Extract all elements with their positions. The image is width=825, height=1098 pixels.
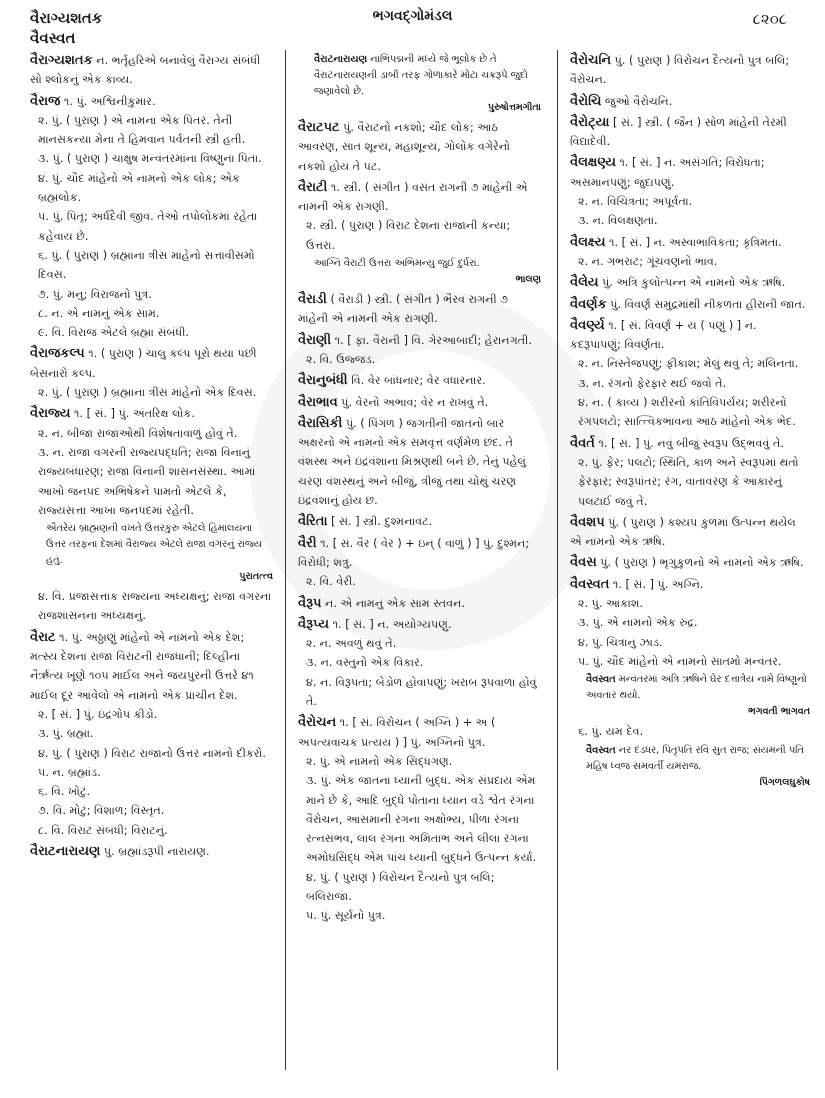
entry-sense: ૨. ન. અવળું થવું તે. <box>306 637 397 651</box>
citation-quote <box>570 743 810 791</box>
dictionary-entry <box>298 713 541 925</box>
entry-headword: વૈરાજ્ય <box>30 406 71 422</box>
entry-sense: ૪. પું. ચિત્રાનું ઝાડ. <box>578 635 663 649</box>
entry-text: ૧. [ ફા. વૈરાની ] વિ. ગેરઆબાદી; હેરાનગતી. <box>334 333 532 347</box>
entry-sense: ૩. ન. વિલક્ષણતા. <box>578 214 658 228</box>
citation-quote <box>30 521 273 585</box>
dictionary-entry <box>30 404 273 625</box>
entry-text: ૧. [ સં. ] પું. નવું બીજું સ્વરૂપ ઉદ્ભવવું તે. <box>598 436 784 450</box>
entry-sense: ૨. સ્ત્રી. ( પુરાણ ) વિરાટ દેશના રાજાની કન્યા; ઉત્તરા. <box>306 219 511 252</box>
entry-text: પું. બ્રહ્માંડરૂપી નારાયણ. <box>103 844 210 858</box>
entry-sense: ૫. પું. સૂર્યનો પુત્ર. <box>306 909 386 923</box>
entry-sense: ૫. પું. પિતૃ; અર્ધદૈવી જીવ. તેઓ તપોલોકમાં રહેતા કહેવાય છે. <box>38 210 258 243</box>
dictionary-entry <box>298 371 541 390</box>
entry-text: ( વૈરાડી ) સ્ત્રી. ( સંગીત ) ભૈરવ રાગની ૭ માંહેની એ નામની એક રાગણી. <box>298 293 509 326</box>
citation-quote <box>298 52 541 116</box>
entry-sense: ૨. ન. બીજા રાજાઓથી વિશેષતાવાળું હોવું તે. <box>38 426 238 440</box>
entry-text: ૧. પું. અશ્વિનીકુમાર. <box>63 94 156 108</box>
entry-text: ૧. [ સં. વૈર ( વેર ) + ઇન્ ( વાળું ) ] પું. દુશ્મન; વિરોધી; શત્રુ. <box>298 536 530 569</box>
dictionary-entry <box>30 51 273 90</box>
entry-sense: ૭. વિ. મોટું; વિશાળ; વિસ્તૃત. <box>38 804 165 818</box>
entry-text: ૧. [ સં. ] પું. અગ્નિ. <box>612 577 704 591</box>
dictionary-entry <box>30 344 273 402</box>
entry-sense: ૭. પું. મનુ; વિરાજનો પુત્ર. <box>38 287 152 301</box>
entry-headword: વૈરિતા <box>298 514 328 530</box>
entry-sense: ૪. પું. ( પુરાણ ) વિરોચન દૈત્યનો પુત્ર બલિ; બલિરાજા. <box>306 870 495 903</box>
entry-sense: ૬. પું. યમ દેવ. <box>578 725 644 739</box>
entry-headword: વૈરાણી <box>298 332 332 348</box>
dictionary-entry <box>298 393 541 412</box>
dictionary-entry <box>570 434 810 511</box>
column-3 <box>570 51 810 793</box>
entry-definition <box>298 512 541 531</box>
entry-sense: ૩. પું. બ્રહ્મા. <box>38 727 94 741</box>
entry-sense: ૩. પું. ( પુરાણ ) ચાક્ષુષ મન્વંતરમાંના વિષ્ણુના પિતા. <box>38 152 262 166</box>
dictionary-entry <box>570 51 810 90</box>
entry-text: ૧. [ સં. ] ન. અસંગતિ; વિરોધતા; અસમાનપણું; જુદાપણું. <box>570 156 765 189</box>
entry-headword: વૈરાજકલ્પ <box>30 346 85 362</box>
entry-definition <box>570 553 810 572</box>
dictionary-entry <box>570 316 810 432</box>
entry-text: પું. અત્રિ કુલોત્પન્ન એ નામનો એક ઋષિ. <box>602 276 786 290</box>
quote-headword: વૈરાટનારાયણ <box>314 54 368 65</box>
dictionary-entry <box>570 153 810 230</box>
entry-text: ૧. સ્ત્રી. ( સંગીત ) વસંત રાગની ૭ માંહેની એ નામની એક રાગણી. <box>298 180 528 214</box>
entry-headword: વૈલેય <box>570 275 599 291</box>
entry-sense: ૨. પું. આકાશ. <box>578 597 644 611</box>
entry-headword: વૈરોચિ <box>570 93 602 109</box>
entry-sense: ૪. ન. વિરૂપતા; બેડોળ હોવાપણું; ખરાબ રૂપવાળા હોવું તે. <box>306 675 537 709</box>
entry-sense: ૨. પું. ફેર; પલટો; સ્થિતિ, કાળ અને સ્વરૂપમાં થતો ફેરફાર; સ્વરૂપાંતર; રંગ, વાતાવરણ કે આકારનું પલટાઈ જવું તે. <box>578 455 799 508</box>
entry-headword: વૈરાગ્યશતક <box>30 53 93 68</box>
entry-text: વિ. વેર બાંધનાર; વેર વધારનાર. <box>351 374 486 388</box>
entry-text: પું. ( પુરાણ ) વિરોચન દૈત્યનો પુત્ર બલિ; વૈરોચન. <box>570 54 790 87</box>
entry-headword: વૈરાટનારાયણ <box>30 843 101 859</box>
entry-sense: ૨. વિ. વેરી. <box>306 575 356 589</box>
entry-text: ૧. [ સં. વિવર્ણ + ય ( પણું ) ] ન. કદરૂપાપણું; વિવર્ણતા. <box>570 318 757 352</box>
entry-text: ૧. [ સં. ] ન. અયોગ્યપણું. <box>332 617 452 631</box>
entry-sense: ૨. પું. ( પુરાણ ) એ નામના એક પિતર. તેની માનસકન્યા મેના તે હિમવાન પર્વતની સ્ત્રી હતી. <box>38 113 246 147</box>
entry-headword: વૈવર્ણ્ય <box>570 317 605 333</box>
entry-sense: ૩. ન. રંગનો ફેરફાર થઈ જવો તે. <box>578 376 727 390</box>
entry-sense: ૨. વિ. ઉજ્જડ. <box>306 352 376 366</box>
entry-headword: વૈવર્ણક <box>570 296 607 312</box>
entry-definition <box>30 628 273 705</box>
dictionary-entry <box>298 178 541 288</box>
quote-text: મન્વંતરમાં અત્રિ ઋષિને ઘેર દત્તાત્રેય નામે વિષ્ણુનો અવતાર થયો. <box>586 674 807 702</box>
entry-text: ૧. પું. અઠ્ઠાણું માંહેનો એ નામનો એક દેશ; મત્સ્ય દેશના રાજા વિરાટની રાજધાની; દિલ્હીના નૈર્ઋત્ય ખૂણે ૧૦૫ માઈલ અને જયપુરની ઉત્તરે ૪૧ માઈલ દૂર આવેલો એ નામનો એક પ્રાચીન દેશ. <box>30 630 254 702</box>
entry-definition <box>298 371 541 390</box>
column-1 <box>30 51 273 863</box>
dictionary-entry <box>570 92 810 111</box>
entry-text: પું. ( પિંગળ ) જગતીની જાતનો બાર અક્ષરનો એ નામનો એક સમવૃત્ત વર્ણમેળ છંદ. તે વંશસ્થ અને ઇંદ્રવંશાના મિશ્રણથી બને છે. તેનું પહેલું ચરણ વંશસ્થનું અને બીજું, ત્રીજું તથા ચોથું ચરણ ઇંદ્રવંશાનું હોય છ. <box>298 416 526 508</box>
entry-headword: વૈરાડી <box>298 292 327 308</box>
citation-quote <box>298 256 541 288</box>
dictionary-entry <box>298 52 541 116</box>
entry-sense: ૬. પું. ( પુરાણ ) બ્રહ્માના ત્રીસ માંહેનો સત્તાવીસમો દિવસ. <box>38 248 255 282</box>
entry-text: ન. ભર્તૃહરિએ બનાવેલું વૈરાગ્ય સંબંધી સો શ્લોકનું એક કાવ્ય. <box>30 54 261 87</box>
dictionary-entry <box>570 553 810 572</box>
entry-definition <box>298 290 541 329</box>
entry-sense: ૮. ન. એ નામનું એક સામ. <box>38 306 160 320</box>
entry-sense: ૨. પું. ( પુરાણ ) બ્રહ્માના ત્રીસ માંહેનો એક દિવસ. <box>38 386 257 400</box>
dictionary-entry <box>570 233 810 272</box>
entry-text: પું. ( પુરાણ ) કશ્યપ કુળમાં ઉત્પન્ન થયેલ એ નામનો એક ઋષિ. <box>570 515 796 549</box>
entry-definition <box>570 273 810 292</box>
dictionary-entry <box>298 290 541 329</box>
entry-definition <box>570 113 810 152</box>
quote-source: પુરાતત્ત્વ <box>239 571 273 583</box>
entry-sense: ૨. [ સં. ] પું. ઇંદ્રગોપ કીડો. <box>38 707 158 721</box>
guide-word-last: વૈવસ્વત <box>30 29 76 47</box>
entry-text: ન. એ નામનું એક સામ સ્તવન. <box>325 596 466 610</box>
quote-headword: વૈવસ્વત <box>586 744 616 756</box>
entry-definition <box>30 51 273 90</box>
quote-headword: વૈવસ્વત <box>586 674 616 686</box>
entry-definition <box>570 51 810 90</box>
quote-source: ભગવતી ભાગવત <box>748 706 810 718</box>
entry-sense: ૪. પું. ચૌદ માંહેનો એ નામનો એક લોક; એક બ્રહ્મલોક. <box>38 171 240 205</box>
entry-headword: વૈરી <box>298 535 317 551</box>
entry-sense: ૯. વિ. વિરાજ એટલે બ્રહ્મા સંબંધી. <box>38 326 189 340</box>
entry-headword: વૈરોચન <box>298 715 337 731</box>
entry-headword: વૈવસ્વત <box>570 576 610 592</box>
entry-text: ૧. ( પુરાણ ) ચાલુ કલ્પ પૂરો થયા પછી બેસનારો કલ્પ. <box>30 347 257 380</box>
quote-source: પિંગળલઘુકોષ <box>759 776 810 788</box>
entry-headword: વૈવશપ <box>570 514 605 530</box>
entry-sense: ૨. ન. વિચિત્રતા; અપૂર્વતા. <box>578 195 693 209</box>
entry-sense: ૩. પું. એક જાતના ધ્યાની બુદ્ધ. એક સંપ્રદાય એમ માને છે કે, આદિ બુદ્ધે પોતાના ધ્યાન વડે શ્વેત રંગના વૈરોચન, આસમાની રંગના અક્ષોભ્ય, પીળા રંગના રત્નસંભવ, લાલ રંગના અમિતાભ અને લીલા રંગના અમોઘસિદ્ધ એમ પાંચ ધ્યાની બુદ્ધને ઉત્પન્ન કર્યા. <box>306 774 537 865</box>
dictionary-entry <box>570 113 810 152</box>
entry-headword: વૈલક્ષ્ય <box>570 234 606 250</box>
entry-headword: વૈરાભાવ <box>298 394 338 410</box>
entry-sense: ૩. ન. વસ્તુનો એક વિકાર. <box>306 656 424 670</box>
entry-headword: વૈરૂપ <box>298 595 322 611</box>
quote-source: ભાલણ <box>515 274 541 286</box>
entry-sense: ૪. ન. ( કાવ્ય ) શરીરનો કાંતિવિપર્યય; શરીરનો રંગપલટો; સાત્ત્વિકભાવના આઠ માંહેનો એક ભેદ. <box>578 396 796 429</box>
entry-sense: ૫. પું. ચૌદ માંહેનો એ નામનો સાતમો મન્વંતર. <box>578 654 782 668</box>
quote-text: નર દંડધર, પિતૃપતિ રવિ સુત રાજ; સંયમની પતિ મહિષ ધ્વજ સમવર્તી યમરાજ. <box>586 744 804 772</box>
entry-definition <box>30 344 273 383</box>
guide-word-first: વૈરાગ્યશતક <box>30 9 103 27</box>
dictionary-entry <box>298 414 541 510</box>
entry-headword: વૈરોચનિ <box>570 53 612 68</box>
entry-definition <box>570 295 810 314</box>
dictionary-entry <box>30 92 273 343</box>
dictionary-entry <box>298 512 541 531</box>
entry-sense: ૨. પું. એ નામનો એક સિદ્ધગણ. <box>306 754 453 768</box>
dictionary-entry <box>30 628 273 840</box>
entry-definition <box>298 331 541 350</box>
dictionary-entry <box>570 295 810 314</box>
entry-text: [ સં. ] સ્ત્રી. દુશ્મનાવટ. <box>331 515 433 529</box>
entry-headword: વૈવર્ત <box>570 435 595 451</box>
entry-sense: ૮. વિ. વિરાટ સંબંધી; વિરાટનું. <box>38 823 168 837</box>
entry-text: જુઓ વૈરોચનિ. <box>604 94 673 108</box>
entry-definition <box>298 393 541 412</box>
page-title: ભગવદ્ગોમંડલ <box>372 8 453 24</box>
entry-headword: વૈરૂપ્ય <box>298 616 330 632</box>
entry-definition <box>298 615 541 634</box>
entry-sense: ૪. વિ. પ્રજાસત્તાક રાજ્યના અધ્યક્ષનું; રાજા વગરના રાજશાસનના અધ્યક્ષનું. <box>38 590 272 623</box>
entry-headword: વૈલક્ષણ્ય <box>570 155 616 171</box>
entry-text: [ સં. ] સ્ત્રી. ( જૈન ) સોળ માંહેની તેરમી વિદ્યાદેવી. <box>570 115 787 149</box>
column-divider <box>285 50 286 1070</box>
entry-definition <box>570 513 810 552</box>
entry-definition <box>570 153 810 192</box>
page-number: ૮૨૦૮ <box>752 10 787 28</box>
column-2 <box>298 51 541 928</box>
entry-headword: વૈરાટપટ <box>298 120 340 135</box>
entry-definition <box>570 92 810 111</box>
entry-text: ૧. [ સં. ] ન. અસ્વાભાવિકતા; કૃત્રિમતા. <box>609 235 782 249</box>
entry-sense: ૪. પું. ( પુરાણ ) વિરાટ રાજાનો ઉત્તર નામનો દીકરો. <box>38 746 266 760</box>
entry-definition <box>30 842 273 861</box>
quote-text: નાભિપદ્મની મધ્યે જે ભૂલોક છે તે વૈરાટનારાયણની ડાબી તરફ ગોળાકારે મોટા ચક્રરૂપે જુદો જણાવેલો છે. <box>314 54 528 97</box>
entry-definition <box>298 118 541 176</box>
entry-headword: વૈરાટી <box>298 179 328 195</box>
dictionary-entry <box>30 842 273 861</box>
citation-quote <box>570 672 810 720</box>
quote-text: ઐતરેય બ્રાહ્મણની વખતે ઉત્તરકુરુ એટલે હિમાલયના ઉત્તર તરફના દેશમાં વૈરાજ્ય એટલે રાજા વગરનું રાજ્ય હતું. <box>46 523 262 567</box>
entry-definition <box>298 713 541 752</box>
entry-definition <box>298 594 541 613</box>
entry-sense: ૬. વિ. ખોટું. <box>38 785 91 799</box>
quote-text: આગ્નિ વૈરાટી ઉત્તરા અભિમન્યુ જુઈ દુર્ધરા. <box>314 258 480 270</box>
entry-headword: વૈરાસિકી <box>298 415 343 431</box>
entry-definition <box>30 92 273 111</box>
entry-definition <box>30 404 273 423</box>
entry-headword: વૈરાજ <box>30 93 61 109</box>
dictionary-entry <box>570 513 810 552</box>
entry-text: પું. ( પુરાણ ) ભૃગુકુળનો એ નામનો એક ઋષિ. <box>600 556 804 570</box>
quote-source: પુરુષોત્તમગીતા <box>487 102 541 113</box>
entry-sense: ૩. ન. રાજા વગરની રાજ્યપદ્ધતિ; રાજા વિનાનું રાજ્યબંધારણ; રાજા વિનાની શાસનસંસ્થા. આમાં આખો જનપદ અભિષેકને પામતો એટલે કે, રાજ્યસત્તા આખા જનપદમાં રહેતી. <box>38 445 256 517</box>
entry-sense: ૩. પું. એ નામનો એક રુદ્ર. <box>578 616 698 630</box>
entry-definition <box>570 233 810 252</box>
entry-definition <box>298 534 541 573</box>
entry-sense: ૫. ન. બ્રહ્માંડ. <box>38 765 101 779</box>
entry-text: પું. વિવર્ણ સમુદ્રમાંથી નીકળતા હીરાની જાત. <box>610 297 806 311</box>
dictionary-entry <box>298 594 541 613</box>
dictionary-entry <box>298 534 541 592</box>
dictionary-entry <box>570 575 810 791</box>
entry-definition <box>570 316 810 355</box>
entry-headword: વૈવસ <box>570 555 597 571</box>
entry-definition <box>298 178 541 217</box>
entry-text: ૧. [ સં. વિરોચન ( અગ્નિ ) + અ ( અપત્યવાચક પ્રત્યય ) ] પું. અગ્નિનો પુત્ર. <box>298 716 496 749</box>
entry-definition <box>298 414 541 510</box>
entry-sense: ૨. ન. ગભરાટ; ગૂંચવણનો ભાવ. <box>578 254 718 268</box>
dictionary-entry <box>570 273 810 292</box>
entry-sense: ૨. ન. નિસ્તેજપણું; ફીકાશ; મેલું થવું તે; મલિનતા. <box>578 357 799 371</box>
entry-headword: વૈરાટ <box>30 629 56 645</box>
dictionary-entry <box>298 615 541 711</box>
entry-text: ૧. [ સં. ] પું. અંતરિક્ષ લોક. <box>73 407 195 421</box>
dictionary-entry <box>298 118 541 176</box>
dictionary-entry <box>298 331 541 370</box>
entry-text: પું. વેરનો અભાવ; વેર ન રાખવું તે. <box>341 395 489 409</box>
entry-definition <box>570 575 810 594</box>
entry-text: પું. વૈરાટનો નકશો; ચૌદ લોક; આઠ આવરણ, સાત શૂન્ય, મહાશૂન્ય, ગોલોક વગેરેનો નકશો હોય તે પટ. <box>298 121 510 173</box>
column-divider <box>557 50 558 1070</box>
entry-headword: વૈરોટ્યા <box>570 114 610 130</box>
entry-definition <box>570 434 810 453</box>
entry-headword: વૈરાનુબંધી <box>298 373 348 389</box>
